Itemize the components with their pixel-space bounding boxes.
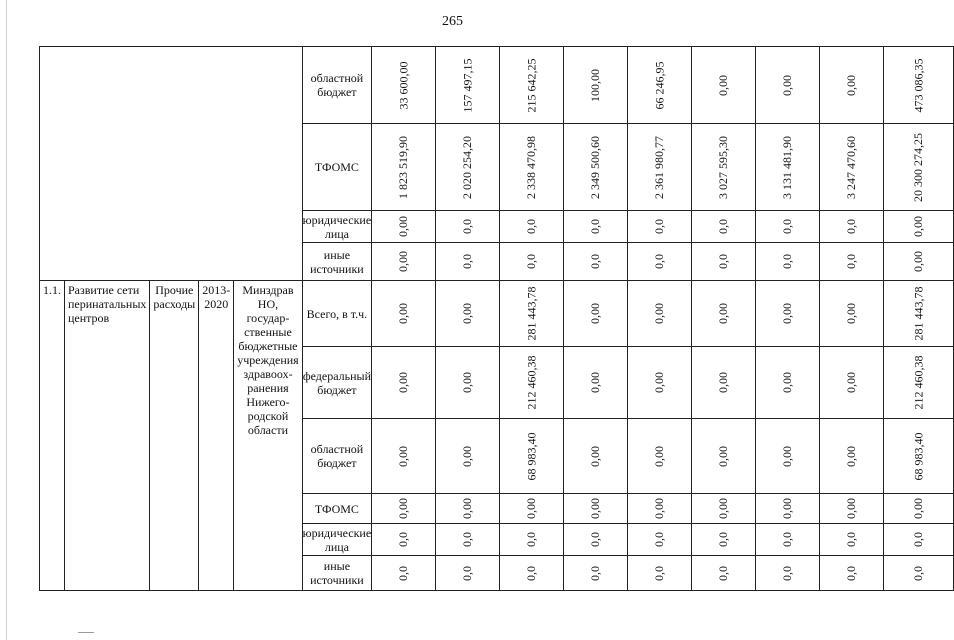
- value-cell: 0,0: [372, 524, 436, 556]
- value-cell: 0,00: [564, 347, 628, 419]
- value-cell: 3 131 481,90: [756, 124, 820, 211]
- value-cell: 0,0: [820, 211, 884, 243]
- value-cell: 0,0: [500, 556, 564, 591]
- value-cell: 0,00: [884, 494, 954, 524]
- value-cell: 0,00: [692, 347, 756, 419]
- value-cell: 0,0: [884, 556, 954, 591]
- value-cell: 0,0: [436, 243, 500, 281]
- value-cell: 0,00: [436, 347, 500, 419]
- value-cell: 0,0: [372, 556, 436, 591]
- value-cell: 0,00: [756, 494, 820, 524]
- value-cell: 0,0: [564, 524, 628, 556]
- value-cell: 2 361 980,77: [628, 124, 692, 211]
- value-cell: 0,00: [820, 281, 884, 347]
- value-cell: 0,00: [820, 47, 884, 124]
- value-cell: 68 983,40: [884, 419, 954, 494]
- value-cell: 281 443,78: [500, 281, 564, 347]
- value-cell: 0,00: [692, 281, 756, 347]
- value-cell: 0,0: [436, 556, 500, 591]
- bottom-mark: [78, 632, 94, 633]
- value-cell: 0,00: [372, 211, 436, 243]
- value-cell: 0,0: [436, 524, 500, 556]
- value-cell: 0,0: [628, 243, 692, 281]
- value-cell: 0,0: [692, 211, 756, 243]
- value-cell: 0,0: [564, 211, 628, 243]
- value-cell: 100,00: [564, 47, 628, 124]
- value-cell: 20 300 274,25: [884, 124, 954, 211]
- scan-edge-line: [6, 0, 7, 640]
- value-cell: 0,0: [500, 524, 564, 556]
- value-cell: 3 247 470,60: [820, 124, 884, 211]
- funding-source: юридические лица: [302, 525, 372, 554]
- executor: Минздрав НО, государ-ственные бюджетные учреждения здравоох-ранения Нижего-родской области: [234, 281, 302, 591]
- funding-source: федеральный бюджет: [302, 347, 371, 419]
- funding-source: областной бюджет: [302, 47, 371, 124]
- value-cell: 0,00: [628, 419, 692, 494]
- value-cell: 0,0: [564, 243, 628, 281]
- value-cell: 0,00: [884, 243, 954, 281]
- funding-source: иные источники: [302, 243, 371, 281]
- value-cell: 473 086,35: [884, 47, 954, 124]
- funding-source: ТФОМС: [302, 494, 371, 524]
- value-cell: 0,00: [756, 347, 820, 419]
- value-cell: 3 027 595,30: [692, 124, 756, 211]
- value-cell: 0,00: [372, 243, 436, 281]
- value-cell: 0,0: [756, 211, 820, 243]
- value-cell: 0,00: [820, 494, 884, 524]
- funding-source: ТФОМС: [302, 124, 371, 211]
- value-cell: 0,00: [372, 494, 436, 524]
- activity-number: 1.1.: [40, 281, 65, 591]
- value-cell: 0,0: [436, 211, 500, 243]
- value-cell: 0,0: [692, 243, 756, 281]
- value-cell: 0,0: [500, 211, 564, 243]
- value-cell: 0,0: [756, 524, 820, 556]
- value-cell: 0,0: [692, 556, 756, 591]
- value-cell: 0,00: [756, 47, 820, 124]
- value-cell: 0,00: [500, 494, 564, 524]
- value-cell: 0,00: [692, 419, 756, 494]
- value-cell: 0,00: [756, 419, 820, 494]
- value-cell: 212 460,38: [500, 347, 564, 419]
- value-cell: 0,00: [692, 494, 756, 524]
- value-cell: 0,00: [820, 419, 884, 494]
- value-cell: 0,0: [628, 524, 692, 556]
- activity-name: Развитие сети перинатальных центров: [65, 281, 150, 591]
- value-cell: 68 983,40: [500, 419, 564, 494]
- value-cell: 0,00: [820, 347, 884, 419]
- value-cell: 0,00: [564, 281, 628, 347]
- funding-source: иные источники: [302, 556, 371, 591]
- value-cell: 0,0: [820, 524, 884, 556]
- value-cell: 0,0: [628, 556, 692, 591]
- value-cell: 215 642,25: [500, 47, 564, 124]
- value-cell: 0,0: [820, 556, 884, 591]
- value-cell: 0,00: [628, 494, 692, 524]
- value-cell: 0,0: [500, 243, 564, 281]
- value-cell: 0,00: [436, 419, 500, 494]
- value-cell: 66 246,95: [628, 47, 692, 124]
- value-cell: 0,00: [372, 347, 436, 419]
- value-cell: 2 338 470,98: [500, 124, 564, 211]
- page-number: 265: [442, 14, 463, 29]
- funding-source: Всего, в т.ч.: [302, 281, 371, 347]
- value-cell: 0,00: [628, 347, 692, 419]
- value-cell: 0,00: [884, 211, 954, 243]
- value-cell: 0,00: [372, 281, 436, 347]
- funding-source: юридические лица: [302, 212, 372, 241]
- value-cell: 0,0: [756, 243, 820, 281]
- value-cell: 0,0: [628, 211, 692, 243]
- value-cell: 157 497,15: [436, 47, 500, 124]
- value-cell: 0,00: [372, 419, 436, 494]
- continuation-blank-cell: [40, 47, 303, 281]
- value-cell: 0,0: [820, 243, 884, 281]
- budget-table: [39, 46, 954, 591]
- value-cell: 212 460,38: [884, 347, 954, 419]
- value-cell: 1 823 519,90: [372, 124, 436, 211]
- value-cell: 281 443,78: [884, 281, 954, 347]
- period: 2013-2020: [199, 281, 234, 591]
- value-cell: 0,0: [564, 556, 628, 591]
- value-cell: 0,0: [756, 556, 820, 591]
- value-cell: 0,00: [692, 47, 756, 124]
- value-cell: 0,0: [692, 524, 756, 556]
- value-cell: 0,0: [884, 524, 954, 556]
- value-cell: 2 349 500,60: [564, 124, 628, 211]
- value-cell: 0,00: [436, 494, 500, 524]
- value-cell: 0,00: [756, 281, 820, 347]
- value-cell: 0,00: [436, 281, 500, 347]
- value-cell: 33 600,00: [372, 47, 436, 124]
- table-row: [40, 281, 954, 347]
- table-row: [40, 47, 954, 124]
- expense-type: Прочие расходы: [150, 281, 199, 591]
- value-cell: 2 020 254,20: [436, 124, 500, 211]
- value-cell: 0,00: [564, 494, 628, 524]
- value-cell: 0,00: [628, 281, 692, 347]
- funding-source: областной бюджет: [302, 419, 371, 494]
- value-cell: 0,00: [564, 419, 628, 494]
